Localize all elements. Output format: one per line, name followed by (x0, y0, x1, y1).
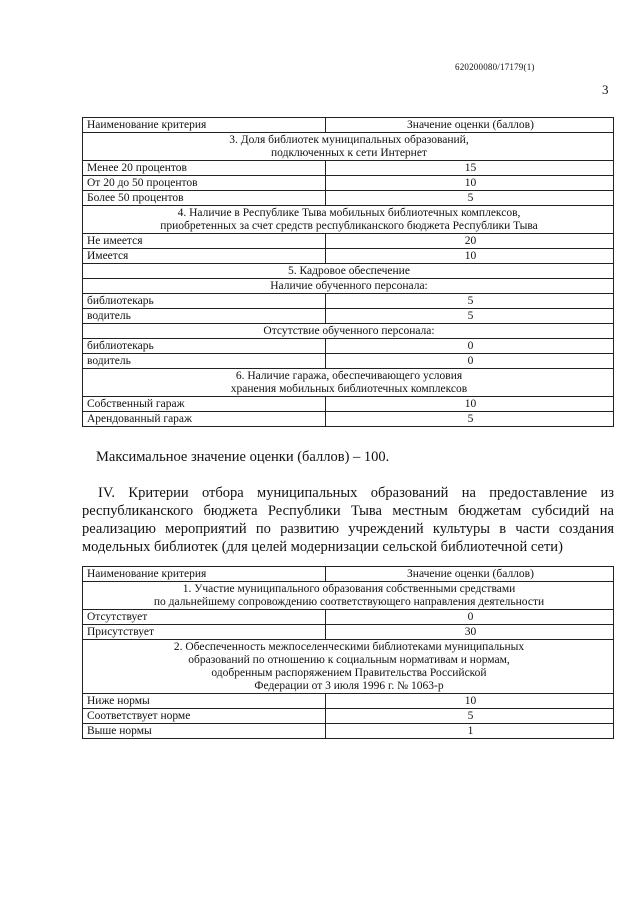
section-line: приобретенных за счет средств республиканского бюджета Республики Тыва (160, 220, 538, 232)
section-row (83, 206, 614, 234)
score-cell: 5 (326, 294, 614, 309)
criterion-cell: Выше нормы (83, 724, 326, 739)
section-row (83, 264, 614, 279)
score-cell: 20 (326, 234, 614, 249)
criterion-cell: Имеется (83, 249, 326, 264)
document-id: 620200080/17179(1) (455, 62, 535, 72)
criterion-cell: Собственный гараж (83, 397, 326, 412)
table-row (83, 191, 614, 206)
section-4-title (83, 206, 614, 234)
table-row (83, 694, 614, 709)
score-cell: 5 (326, 309, 614, 324)
page-number: 3 (602, 82, 609, 97)
section-line: хранения мобильных библиотечных комплексов (230, 383, 468, 395)
criterion-cell: От 20 до 50 процентов (83, 176, 326, 191)
score-cell: 10 (326, 249, 614, 264)
table-row (83, 176, 614, 191)
section-5-title: 5. Кадровое обеспечение (83, 264, 614, 279)
criterion-cell: Отсутствует (83, 610, 326, 625)
section-1-title (83, 582, 614, 610)
score-cell: 5 (326, 191, 614, 206)
header-criterion: Наименование критерия (83, 118, 326, 133)
score-cell: 1 (326, 724, 614, 739)
subsection-row (83, 279, 614, 294)
table-row (83, 294, 614, 309)
criterion-cell: Не имеется (83, 234, 326, 249)
table-header-row (83, 567, 614, 582)
section-line: подключенных к сети Интернет (271, 147, 427, 159)
section-iv-paragraph: IV. Критерии отбора муниципальных образований на предоставление из республиканского бюджета Республики Тыва местным бюджетам субсидий на реализацию мероприятий по развитию учреждений культуры в части создания модельных библиотек (для целей модернизации сельской библиотечной сети) (82, 485, 614, 555)
section-row (83, 640, 614, 694)
section-row (83, 369, 614, 397)
table-row (83, 234, 614, 249)
criterion-cell: Ниже нормы (83, 694, 326, 709)
subsection-title: Наличие обученного персонала: (83, 279, 614, 294)
subsection-title: Отсутствие обученного персонала: (83, 324, 614, 339)
section-line: образований по отношению к социальным нормативам и нормам, (188, 654, 510, 666)
score-cell: 15 (326, 161, 614, 176)
table-row (83, 339, 614, 354)
criterion-cell: Более 50 процентов (83, 191, 326, 206)
section-line: 1. Участие муниципального образования собственными средствами (182, 583, 516, 595)
criterion-cell: библиотекарь (83, 339, 326, 354)
subsection-row (83, 324, 614, 339)
section-line: одобренным распоряжением Правительства Российской (211, 667, 487, 679)
criterion-cell: Арендованный гараж (83, 412, 326, 427)
table-row (83, 412, 614, 427)
score-cell: 10 (326, 397, 614, 412)
section-line: по дальнейшему сопровождению соответствующего направления деятельности (153, 596, 545, 608)
score-cell: 10 (326, 176, 614, 191)
table-row (83, 709, 614, 724)
table-row (83, 249, 614, 264)
table-row (83, 397, 614, 412)
criteria-table-1 (82, 117, 614, 427)
header-criterion: Наименование критерия (83, 567, 326, 582)
score-cell: 5 (326, 412, 614, 427)
section-row (83, 133, 614, 161)
score-cell: 0 (326, 339, 614, 354)
section-2-title (83, 640, 614, 694)
section-line: 6. Наличие гаража, обеспечивающего условия (235, 370, 463, 382)
score-cell: 5 (326, 709, 614, 724)
table-row (83, 309, 614, 324)
criterion-cell: Соответствует норме (83, 709, 326, 724)
criterion-cell: водитель (83, 309, 326, 324)
table-header-row (83, 118, 614, 133)
criteria-table-2 (82, 566, 614, 739)
table-row (83, 625, 614, 640)
criterion-cell: Менее 20 процентов (83, 161, 326, 176)
criterion-cell: Присутствует (83, 625, 326, 640)
header-value: Значение оценки (баллов) (326, 567, 614, 582)
section-line: 4. Наличие в Республике Тыва мобильных библиотечных комплексов, (177, 207, 521, 219)
score-cell: 0 (326, 610, 614, 625)
section-3-title (83, 133, 614, 161)
section-6-title (83, 369, 614, 397)
table-row (83, 161, 614, 176)
section-line: 3. Доля библиотек муниципальных образований, (229, 134, 469, 146)
section-line: 2. Обеспеченность межпоселенческими библиотеками муниципальных (173, 641, 525, 653)
criterion-cell: водитель (83, 354, 326, 369)
score-cell: 30 (326, 625, 614, 640)
table-row (83, 610, 614, 625)
table-row (83, 724, 614, 739)
criterion-cell: библиотекарь (83, 294, 326, 309)
header-value: Значение оценки (баллов) (326, 118, 614, 133)
score-cell: 0 (326, 354, 614, 369)
max-score-text: Максимальное значение оценки (баллов) – 100. (96, 449, 390, 465)
table-row (83, 354, 614, 369)
section-row (83, 582, 614, 610)
section-line: Федерации от 3 июля 1996 г. № 1063-р (254, 680, 444, 692)
score-cell: 10 (326, 694, 614, 709)
